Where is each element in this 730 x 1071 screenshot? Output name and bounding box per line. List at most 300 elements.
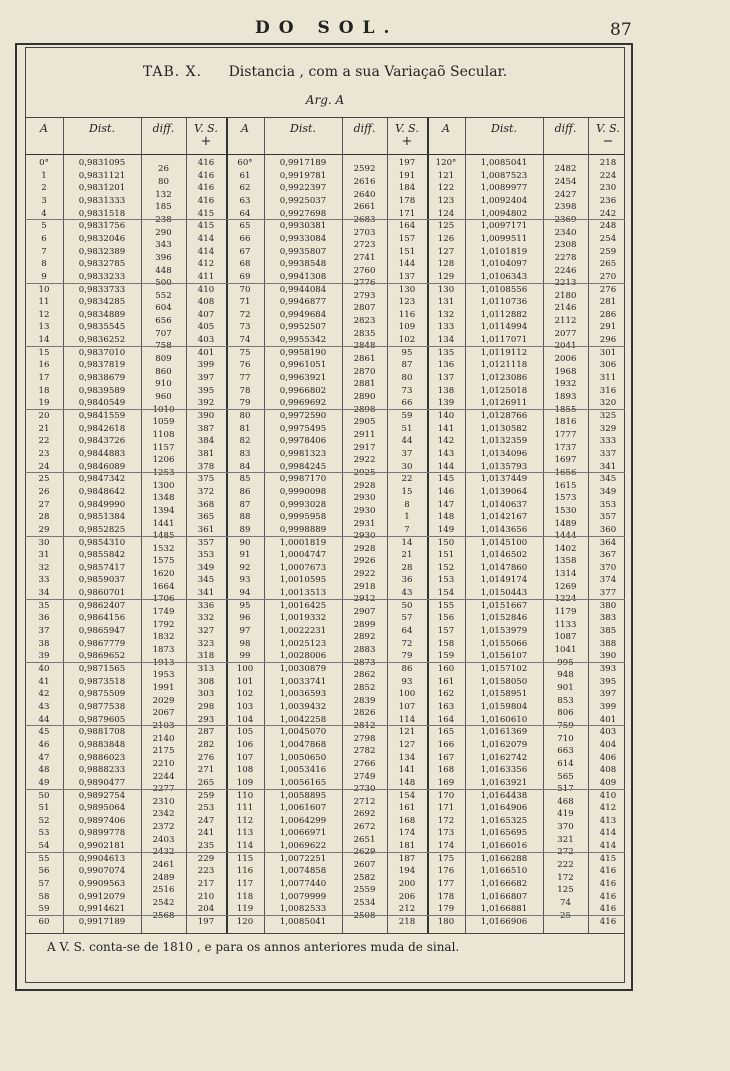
distance-value: 1,0125018 [480, 385, 528, 396]
difference-value: 2592 [353, 164, 376, 175]
difference-value: 1108 [152, 429, 175, 440]
distance-value: 0,9944084 [279, 284, 327, 295]
secular-variation: 144 [398, 259, 416, 270]
distance-value: 0,9993028 [279, 499, 327, 510]
group-rule [25, 662, 625, 663]
difference-value: 1664 [152, 581, 175, 592]
distance-value: 1,0013513 [279, 588, 327, 599]
distance-value: 0,9852825 [78, 524, 126, 535]
secular-variation: 414 [197, 233, 215, 244]
header-rule [25, 154, 625, 155]
group-rule [25, 283, 625, 284]
difference-value: 2432 [152, 847, 175, 858]
distance-value: 1,0139064 [480, 486, 528, 497]
arg-a: 126 [437, 233, 455, 244]
arg-a: 117 [236, 879, 254, 890]
secular-variation: 333 [599, 436, 617, 447]
secular-variation: 313 [197, 664, 215, 674]
distance-value: 0,9832785 [78, 259, 126, 270]
distance-value: 0,9914621 [78, 904, 126, 915]
distance-value: 1,0164438 [480, 790, 528, 801]
difference-value: 1532 [152, 543, 175, 554]
table-footnote: A V. S. conta-se de 1810 , e para os annos anteriores muda de sinal. [47, 940, 460, 954]
distance-value: 1,0166288 [480, 853, 528, 864]
distance-value: 0,9886023 [78, 752, 126, 763]
arg-a: 152 [437, 562, 455, 573]
secular-variation: 325 [599, 411, 617, 421]
difference-value: 1575 [152, 556, 175, 567]
distance-value: 1,0056165 [279, 777, 327, 788]
difference-value: 2508 [353, 910, 376, 921]
arg-a: 141 [437, 423, 455, 434]
difference-value: 565 [557, 771, 574, 782]
difference-value: 2180 [554, 290, 577, 301]
distance-value: 0,9832389 [78, 246, 126, 257]
difference-value: 321 [557, 834, 574, 845]
difference-value: 1253 [152, 467, 175, 478]
distance-value: 0,9984245 [279, 461, 327, 472]
distance-value: 0,9831121 [78, 170, 126, 181]
difference-value: 1792 [152, 619, 175, 630]
difference-value: 2925 [353, 467, 376, 478]
difference-value: 1441 [152, 518, 175, 529]
secular-variation: 210 [197, 891, 215, 902]
secular-variation: 401 [599, 714, 617, 725]
distance-value: 1,0077440 [279, 879, 327, 890]
difference-value: 2310 [152, 796, 175, 807]
distance-value: 1,0166906 [480, 917, 528, 927]
arg-a: 120° [435, 158, 457, 168]
distance-value: 0,9892754 [78, 790, 126, 801]
arg-a: 180 [437, 917, 455, 927]
footer-rule [25, 933, 625, 934]
difference-value: 2928 [353, 543, 376, 554]
arg-a: 15 [38, 347, 50, 358]
arg-a: 32 [38, 562, 50, 573]
header-vs-1: V. S. [395, 122, 419, 135]
difference-value: 1179 [554, 607, 577, 618]
arg-a: 140 [437, 411, 455, 421]
secular-variation: 276 [197, 752, 215, 763]
arg-a: 168 [437, 765, 455, 776]
secular-variation: 102 [398, 335, 416, 346]
arg-a: 135 [437, 347, 455, 358]
difference-value: 2760 [353, 265, 376, 276]
secular-variation: 367 [599, 550, 617, 561]
arg-a: 20 [38, 411, 50, 421]
difference-value: 1489 [554, 518, 577, 529]
difference-value: 2793 [353, 290, 376, 301]
arg-a: 99 [239, 651, 251, 662]
secular-variation: 303 [197, 689, 215, 700]
distance-value: 0,9907074 [78, 866, 126, 877]
distance-value: 0,9835545 [78, 322, 126, 333]
arg-a: 92 [239, 562, 251, 573]
secular-variation: 353 [599, 499, 617, 510]
arg-a: 36 [38, 613, 50, 624]
distance-value: 0,9933084 [279, 233, 327, 244]
distance-value: 1,0085041 [279, 917, 327, 927]
difference-value: 1991 [152, 682, 175, 693]
distance-value: 0,9834285 [78, 297, 126, 308]
secular-variation: 93 [401, 676, 413, 687]
arg-a: 162 [437, 689, 455, 700]
difference-value: 222 [557, 860, 574, 871]
secular-variation: 194 [398, 866, 416, 877]
difference-value: 2835 [353, 328, 376, 339]
secular-variation: 375 [197, 474, 215, 485]
difference-value: 1968 [554, 366, 577, 377]
distance-value: 1,0151667 [480, 600, 528, 611]
difference-value: 2922 [353, 569, 376, 580]
difference-value: 2661 [353, 202, 376, 213]
secular-variation: 306 [599, 360, 617, 371]
arg-a: 156 [437, 613, 455, 624]
arg-a: 59 [38, 904, 50, 915]
difference-value: 2175 [152, 746, 175, 757]
secular-variation: 416 [197, 170, 215, 181]
distance-value: 0,9862407 [78, 600, 126, 611]
secular-variation: 316 [599, 385, 617, 396]
difference-value: 2077 [554, 328, 577, 339]
secular-variation: 184 [398, 183, 416, 194]
difference-value: 2103 [152, 720, 175, 731]
arg-a: 158 [437, 638, 455, 649]
distance-value: 0,9930381 [279, 221, 327, 232]
header-a-0: A [40, 122, 48, 135]
difference-value: 419 [557, 809, 574, 820]
distance-value: 0,9938548 [279, 259, 327, 270]
distance-value: 1,0119112 [480, 347, 528, 358]
difference-value: 290 [155, 227, 172, 238]
arg-a: 68 [239, 259, 251, 270]
distance-value: 1,0066971 [279, 828, 327, 839]
secular-variation: 197 [197, 917, 215, 927]
difference-value: 2899 [353, 619, 376, 630]
arg-a: 84 [239, 461, 251, 472]
secular-variation: 385 [599, 626, 617, 637]
secular-variation: 100 [398, 689, 416, 700]
distance-value: 1,0089977 [480, 183, 528, 194]
distance-value: 0,9857417 [78, 562, 126, 573]
arg-a: 3 [41, 195, 47, 206]
difference-value: 960 [155, 392, 172, 403]
secular-variation: 296 [599, 335, 617, 346]
secular-variation: 64 [401, 626, 413, 637]
difference-value: 2930 [353, 505, 376, 516]
arg-a: 100 [236, 664, 254, 674]
difference-value: 80 [158, 176, 169, 187]
arg-a: 86 [239, 486, 251, 497]
difference-value: 1706 [152, 594, 175, 605]
distance-value: 0,9978406 [279, 436, 327, 447]
difference-value: 2308 [554, 240, 577, 251]
difference-value: 1530 [554, 505, 577, 516]
distance-value: 0,9851384 [78, 512, 126, 523]
difference-value: 2559 [353, 885, 376, 896]
secular-variation: 218 [599, 158, 617, 168]
secular-variation: 80 [401, 373, 413, 384]
difference-value: 2812 [353, 720, 376, 731]
distance-value: 1,0101819 [480, 246, 528, 257]
secular-variation: 372 [197, 486, 215, 497]
difference-value: 2826 [353, 708, 376, 719]
arg-a: 107 [236, 752, 254, 763]
secular-variation: 157 [398, 233, 416, 244]
distance-value: 1,0166682 [480, 879, 528, 890]
difference-value: 1157 [152, 442, 175, 453]
distance-value: 1,0166510 [480, 866, 528, 877]
difference-value: 901 [557, 682, 574, 693]
arg-a: 74 [239, 335, 251, 346]
secular-variation: 416 [197, 183, 215, 194]
arg-a: 39 [38, 651, 50, 662]
distance-value: 1,0053416 [279, 765, 327, 776]
secular-variation: 329 [599, 423, 617, 434]
secular-variation: 327 [197, 626, 215, 637]
arg-a: 62 [239, 183, 251, 194]
secular-variation: 36 [401, 575, 413, 586]
difference-value: 1358 [554, 556, 577, 567]
arg-a: 115 [236, 853, 254, 864]
difference-value: 663 [557, 746, 574, 757]
arg-a: 35 [38, 600, 50, 611]
secular-variation: 357 [599, 512, 617, 523]
difference-value: 759 [557, 720, 574, 731]
difference-value: 2873 [353, 657, 376, 668]
secular-variation: 360 [599, 524, 617, 535]
arg-a: 164 [437, 714, 455, 725]
difference-value: 1573 [554, 493, 577, 504]
arg-a: 109 [236, 777, 254, 788]
difference-value: 2823 [353, 316, 376, 327]
secular-variation: 286 [599, 309, 617, 320]
difference-value: 2398 [554, 202, 577, 213]
secular-variation: 416 [599, 904, 617, 915]
secular-variation: 22 [401, 474, 413, 485]
secular-variation: 345 [599, 474, 617, 485]
difference-value: 2852 [353, 682, 376, 693]
distance-value: 1,0058895 [279, 790, 327, 801]
secular-variation: 154 [398, 790, 416, 801]
difference-value: 1832 [152, 632, 175, 643]
difference-value: 2912 [353, 594, 376, 605]
distance-value: 0,9881708 [78, 727, 126, 738]
distance-value: 0,9955342 [279, 335, 327, 346]
secular-variation: 116 [398, 309, 416, 320]
secular-variation: 349 [197, 562, 215, 573]
secular-variation: 8 [404, 499, 410, 510]
distance-value: 0,9904613 [78, 853, 126, 864]
arg-a: 166 [437, 739, 455, 750]
distance-value: 0,9890477 [78, 777, 126, 788]
arg-a: 58 [38, 891, 50, 902]
distance-value: 1,0007673 [279, 562, 327, 573]
arg-a: 136 [437, 360, 455, 371]
arg-a: 150 [437, 537, 455, 548]
distance-value: 0,9834889 [78, 309, 126, 320]
arg-a: 31 [38, 550, 50, 561]
secular-variation: 318 [197, 651, 215, 662]
secular-variation: 415 [197, 221, 215, 232]
secular-variation: 134 [398, 752, 416, 763]
arg-a: 96 [239, 613, 251, 624]
distance-value: 0,9875509 [78, 689, 126, 700]
secular-variation: 168 [398, 815, 416, 826]
secular-variation: 127 [398, 739, 416, 750]
arg-a: 112 [236, 815, 254, 826]
secular-variation: 276 [599, 284, 617, 295]
secular-variation: 349 [599, 486, 617, 497]
secular-variation: 390 [197, 411, 215, 421]
secular-variation: 265 [599, 259, 617, 270]
difference-value: 809 [155, 354, 172, 365]
difference-value: 1300 [152, 480, 175, 491]
arg-a: 43 [38, 701, 50, 712]
secular-variation: 403 [197, 335, 215, 346]
difference-value: 1444 [554, 531, 577, 542]
header-vs-sign-1: + [401, 134, 413, 149]
arg-a: 65 [239, 221, 251, 232]
distance-value: 0,9925037 [279, 195, 327, 206]
distance-value: 0,9966802 [279, 385, 327, 396]
running-head-title: DO SOL. [255, 18, 399, 38]
distance-value: 1,0042258 [279, 714, 327, 725]
distance-value: 1,0147860 [480, 562, 528, 573]
difference-value: 1059 [152, 417, 175, 428]
distance-value: 1,0164906 [480, 803, 528, 814]
secular-variation: 37 [401, 448, 413, 459]
difference-value: 1041 [554, 645, 577, 656]
difference-value: 2672 [353, 822, 376, 833]
arg-a: 97 [239, 626, 251, 637]
header-dist-2: Dist. [491, 122, 517, 135]
arg-a: 75 [239, 347, 251, 358]
distance-value: 0,9949684 [279, 309, 327, 320]
header-dist-1: Dist. [290, 122, 316, 135]
distance-value: 1,0033741 [279, 676, 327, 687]
difference-value: 2930 [353, 531, 376, 542]
distance-value: 1,0128766 [480, 411, 528, 421]
secular-variation: 59 [401, 411, 413, 421]
arg-a: 64 [239, 208, 251, 219]
distance-value: 1,0130582 [480, 423, 528, 434]
difference-value: 2210 [152, 758, 175, 769]
secular-variation: 341 [599, 461, 617, 472]
distance-value: 0,9917189 [279, 158, 327, 168]
secular-variation: 414 [599, 828, 617, 839]
secular-variation: 401 [197, 347, 215, 358]
secular-variation: 387 [197, 423, 215, 434]
difference-value: 2277 [152, 784, 175, 795]
distance-value: 1,0104097 [480, 259, 528, 270]
distance-value: 1,0087523 [480, 170, 528, 181]
arg-a: 122 [437, 183, 455, 194]
difference-value: 1133 [554, 619, 577, 630]
difference-value: 1269 [554, 581, 577, 592]
difference-value: 1855 [554, 404, 577, 415]
secular-variation: 265 [197, 777, 215, 788]
distance-value: 1,0004747 [279, 550, 327, 561]
distance-value: 0,9832046 [78, 233, 126, 244]
difference-value: 2807 [353, 303, 376, 314]
secular-variation: 361 [197, 524, 215, 535]
arg-a: 50 [38, 790, 50, 801]
distance-value: 0,9849990 [78, 499, 126, 510]
difference-value: 2723 [353, 240, 376, 251]
distance-value: 0,9879605 [78, 714, 126, 725]
distance-value: 1,0162742 [480, 752, 528, 763]
difference-value: 2730 [353, 784, 376, 795]
difference-value: 995 [557, 657, 574, 668]
distance-value: 1,0158951 [480, 689, 528, 700]
distance-value: 0,9842618 [78, 423, 126, 434]
arg-a: 147 [437, 499, 455, 510]
arg-a: 143 [437, 448, 455, 459]
arg-a: 67 [239, 246, 251, 257]
distance-value: 0,9972590 [279, 411, 327, 421]
secular-variation: 72 [401, 638, 413, 649]
distance-value: 0,9961051 [279, 360, 327, 371]
difference-value: 2651 [353, 834, 376, 845]
arg-a: 37 [38, 626, 50, 637]
difference-value: 2881 [353, 379, 376, 390]
arg-a: 157 [437, 626, 455, 637]
secular-variation: 197 [398, 158, 416, 168]
section-2 [427, 158, 628, 932]
secular-variation: 43 [401, 588, 413, 599]
arg-a: 60° [237, 158, 253, 168]
secular-variation: 248 [599, 221, 617, 232]
arg-a: 4 [41, 208, 47, 219]
group-rule [25, 789, 625, 790]
arg-a: 34 [38, 588, 50, 599]
distance-value: 1,0114994 [480, 322, 528, 333]
arg-a: 49 [38, 777, 50, 788]
secular-variation: 370 [599, 562, 617, 573]
distance-value: 1,0145100 [480, 537, 528, 548]
secular-variation: 337 [599, 448, 617, 459]
difference-value: 2898 [353, 404, 376, 415]
arg-a: 178 [437, 891, 455, 902]
arg-a: 87 [239, 499, 251, 510]
secular-variation: 416 [599, 879, 617, 890]
arg-a: 30 [38, 537, 50, 548]
arg-a: 179 [437, 904, 455, 915]
arg-a: 63 [239, 195, 251, 206]
arg-a: 104 [236, 714, 254, 725]
arg-a: 161 [437, 676, 455, 687]
arg-a: 103 [236, 701, 254, 712]
distance-value: 1,0028006 [279, 651, 327, 662]
difference-value: 758 [155, 341, 172, 352]
difference-value: 2568 [152, 910, 175, 921]
distance-value: 1,0143656 [480, 524, 528, 535]
arg-a: 8 [41, 259, 47, 270]
distance-value: 0,9897406 [78, 815, 126, 826]
secular-variation: 95 [401, 347, 413, 358]
difference-value: 910 [155, 379, 172, 390]
arg-a: 78 [239, 385, 251, 396]
difference-value: 1932 [554, 379, 577, 390]
arg-a: 167 [437, 752, 455, 763]
arg-a: 116 [236, 866, 254, 877]
difference-value: 2516 [152, 885, 175, 896]
secular-variation: 271 [197, 765, 215, 776]
secular-variation: 242 [599, 208, 617, 219]
distance-value: 1,0166016 [480, 841, 528, 852]
distance-value: 0,9854310 [78, 537, 126, 548]
